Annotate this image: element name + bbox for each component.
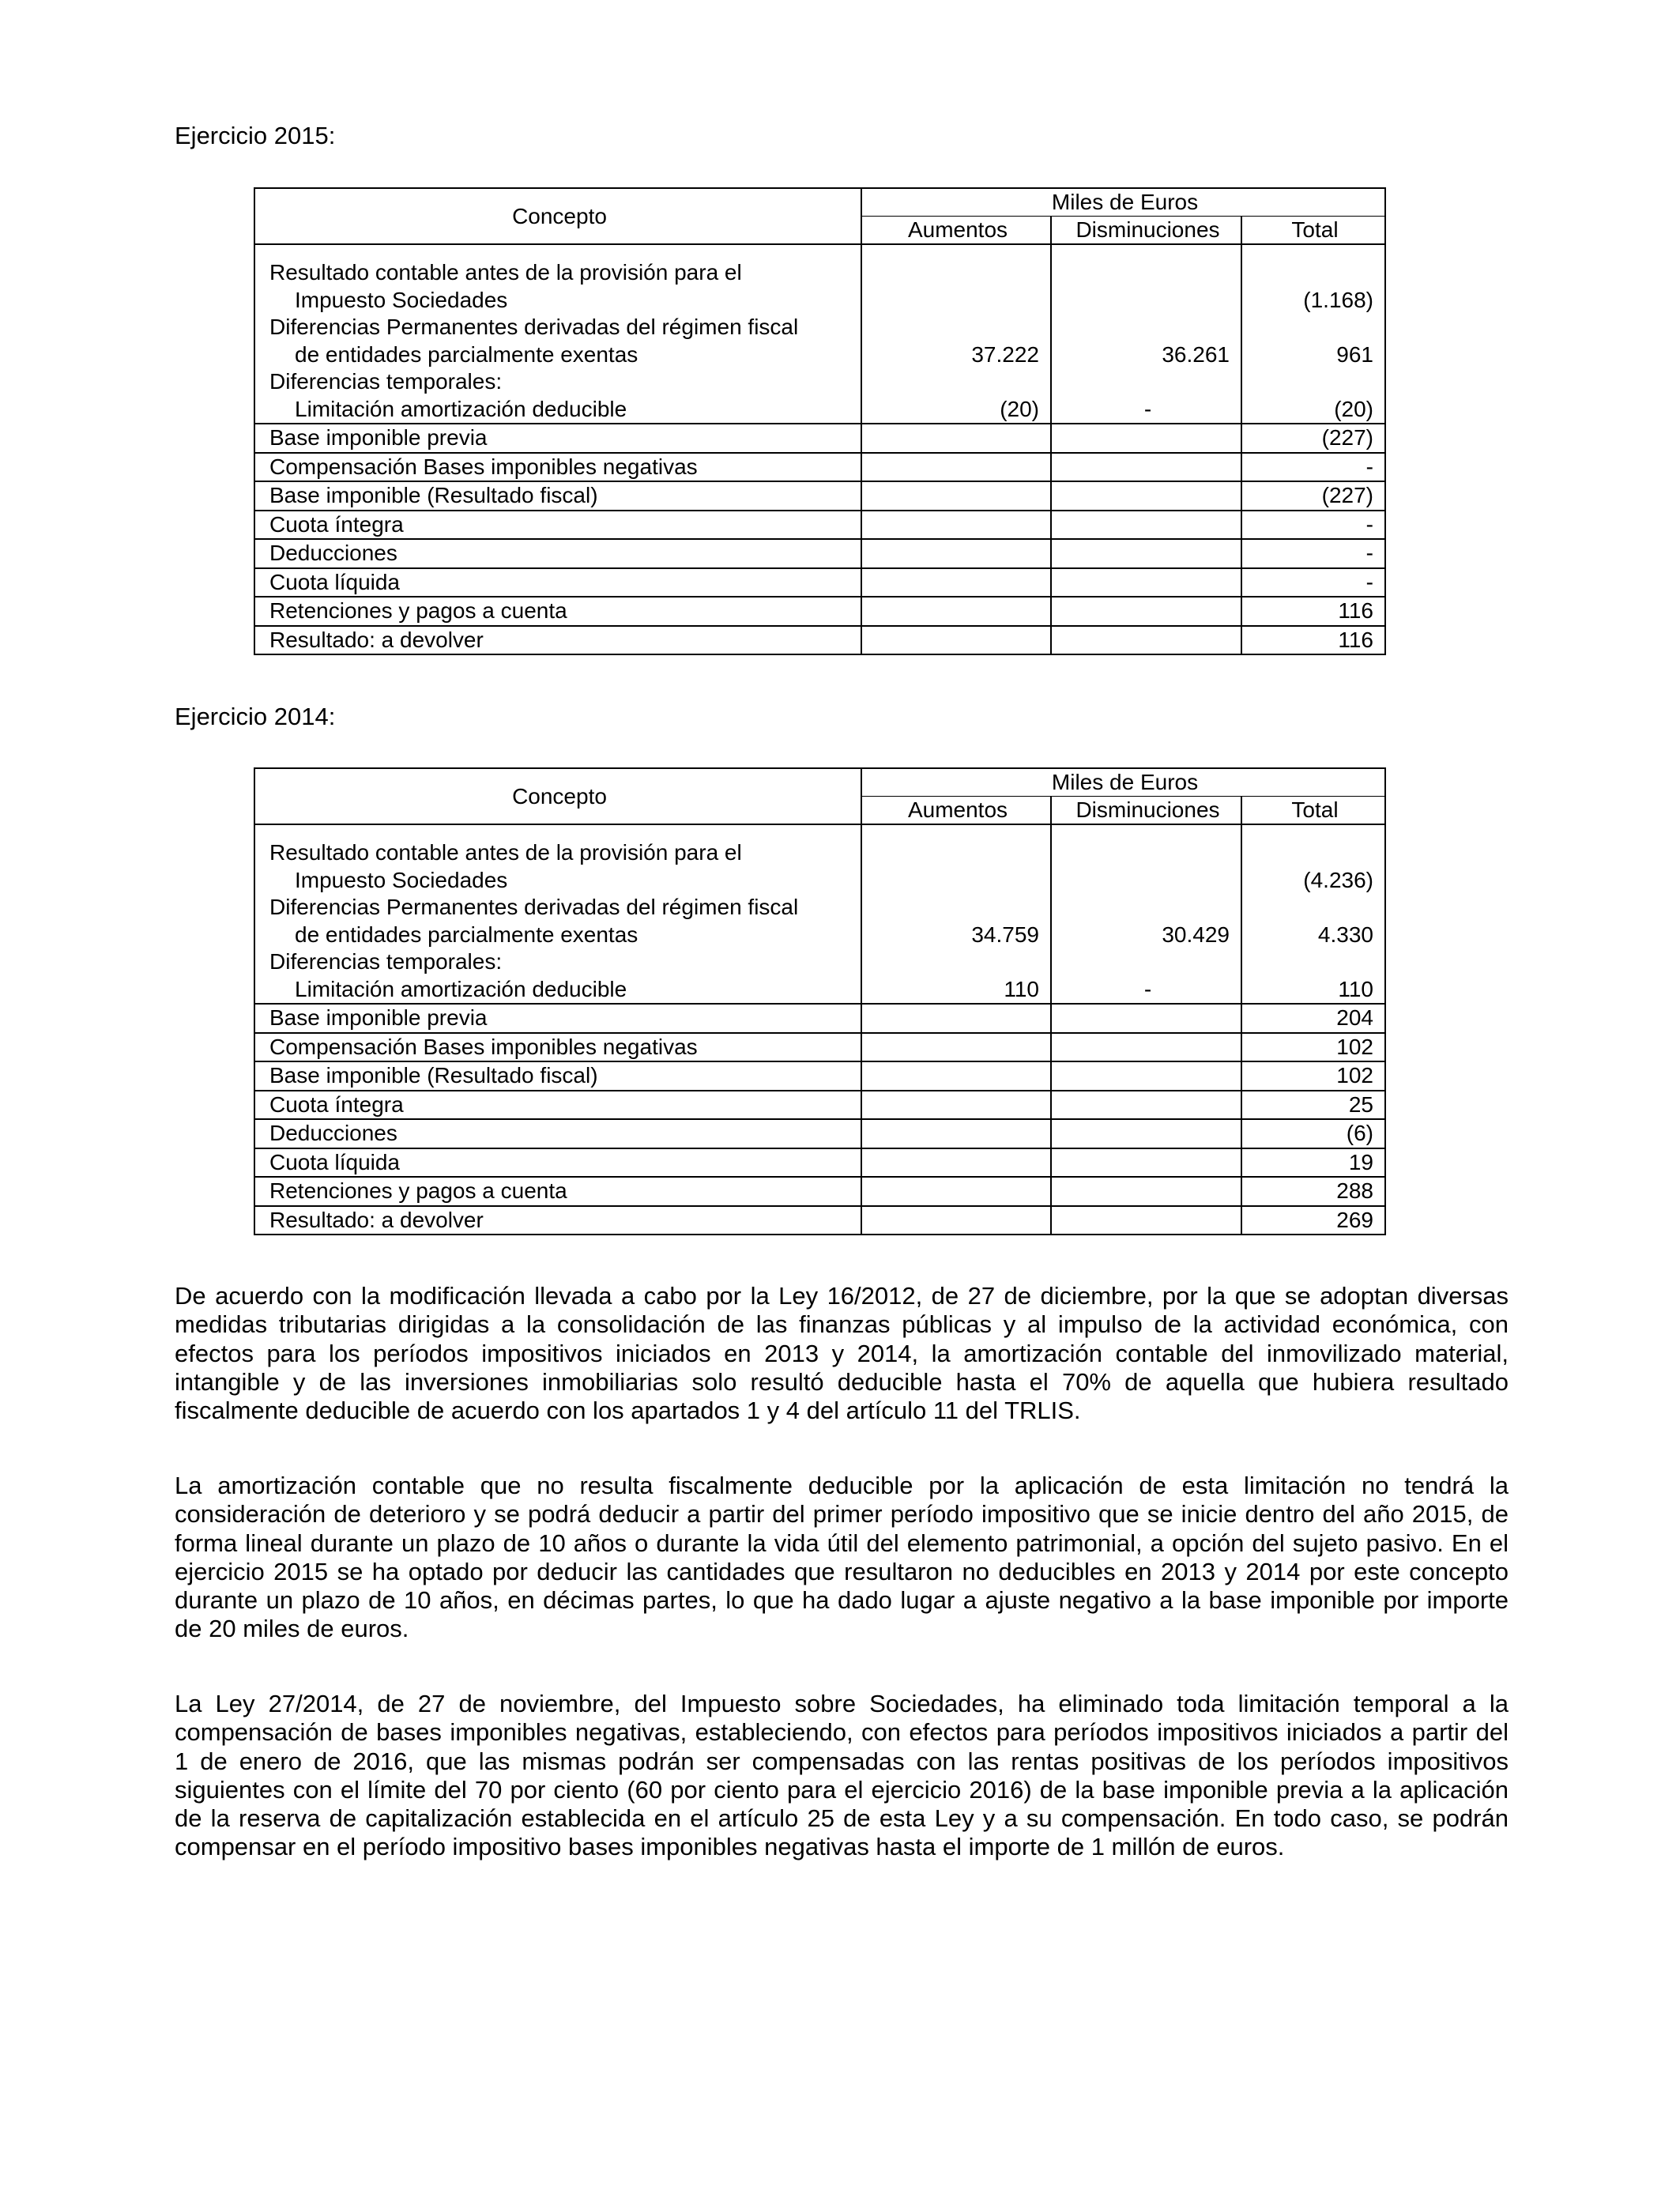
table-row — [254, 481, 1385, 511]
aumentos-cell — [861, 568, 1051, 598]
table-row — [254, 568, 1385, 598]
disminuciones-cell — [1051, 597, 1241, 626]
concept-cell: Cuota líquida — [254, 1148, 861, 1178]
spacer-cell — [861, 824, 1051, 839]
concept-cell: Diferencias temporales: — [254, 368, 861, 396]
aumentos-cell — [861, 424, 1051, 453]
aumentos-cell — [861, 1091, 1051, 1120]
concept-cell: Resultado contable antes de la provisión para el — [254, 259, 861, 287]
aumentos-cell: (20) — [861, 396, 1051, 424]
total-cell: 25 — [1241, 1091, 1385, 1120]
total-cell — [1241, 259, 1385, 287]
total-cell: 961 — [1241, 341, 1385, 369]
tax-table-2015 — [254, 187, 1386, 655]
disminuciones-cell — [1051, 259, 1241, 287]
concept-cell: Resultado contable antes de la provisión para el — [254, 839, 861, 867]
table-row — [254, 424, 1385, 453]
concept-cell: Diferencias Permanentes derivadas del régimen fiscal — [254, 894, 861, 922]
table-row — [254, 948, 1385, 976]
spacer-cell — [254, 824, 861, 839]
table-row — [254, 314, 1385, 341]
concept-cell: Cuota íntegra — [254, 1091, 861, 1120]
disminuciones-cell: 30.429 — [1051, 922, 1241, 949]
disminuciones-cell — [1051, 368, 1241, 396]
aumentos-cell — [861, 259, 1051, 287]
concept-cell: Retenciones y pagos a cuenta — [254, 1177, 861, 1206]
section-heading-2015: Ejercicio 2015: — [175, 122, 336, 149]
disminuciones-cell — [1051, 626, 1241, 655]
concept-cell: Retenciones y pagos a cuenta — [254, 597, 861, 626]
disminuciones-cell — [1051, 1091, 1241, 1120]
aumentos-cell: 34.759 — [861, 922, 1051, 949]
aumentos-cell — [861, 1177, 1051, 1206]
total-cell: 116 — [1241, 626, 1385, 655]
total-cell: (1.168) — [1241, 287, 1385, 315]
total-cell: (20) — [1241, 396, 1385, 424]
table-row — [254, 597, 1385, 626]
table-row — [254, 259, 1385, 287]
table-row — [254, 867, 1385, 895]
total-cell: - — [1241, 453, 1385, 482]
spacer-cell — [1241, 824, 1385, 839]
total-cell: 269 — [1241, 1206, 1385, 1235]
table-row — [254, 539, 1385, 568]
header-concepto: Concepto — [254, 768, 861, 824]
aumentos-cell: 110 — [861, 976, 1051, 1005]
concept-cell: Base imponible previa — [254, 1004, 861, 1033]
disminuciones-cell — [1051, 1061, 1241, 1091]
total-cell — [1241, 368, 1385, 396]
aumentos-cell: 37.222 — [861, 341, 1051, 369]
spacer-cell — [1241, 244, 1385, 259]
concept-cell: de entidades parcialmente exentas — [254, 922, 861, 949]
table-row — [254, 1004, 1385, 1033]
table-row — [254, 368, 1385, 396]
spacer-cell — [1051, 824, 1241, 839]
disminuciones-cell: 36.261 — [1051, 341, 1241, 369]
table-row — [254, 894, 1385, 922]
aumentos-cell — [861, 597, 1051, 626]
aumentos-cell — [861, 1119, 1051, 1148]
table-row — [254, 341, 1385, 369]
total-cell: (227) — [1241, 424, 1385, 453]
aumentos-cell — [861, 314, 1051, 341]
header-miles-de-euros: Miles de Euros — [861, 188, 1385, 217]
aumentos-cell — [861, 453, 1051, 482]
disminuciones-cell — [1051, 481, 1241, 511]
total-cell: 288 — [1241, 1177, 1385, 1206]
aumentos-cell — [861, 948, 1051, 976]
disminuciones-cell — [1051, 568, 1241, 598]
disminuciones-cell — [1051, 948, 1241, 976]
aumentos-cell — [861, 539, 1051, 568]
concept-cell: Compensación Bases imponibles negativas — [254, 453, 861, 482]
disminuciones-cell — [1051, 314, 1241, 341]
concept-cell: Compensación Bases imponibles negativas — [254, 1033, 861, 1062]
table-row — [254, 1091, 1385, 1120]
disminuciones-cell — [1051, 1119, 1241, 1148]
disminuciones-cell — [1051, 287, 1241, 315]
total-cell: 4.330 — [1241, 922, 1385, 949]
total-cell: - — [1241, 568, 1385, 598]
total-cell — [1241, 314, 1385, 341]
table-row — [254, 287, 1385, 315]
aumentos-cell — [861, 287, 1051, 315]
concept-cell: Cuota íntegra — [254, 511, 861, 540]
aumentos-cell — [861, 1033, 1051, 1062]
section-heading-2014: Ejercicio 2014: — [175, 703, 336, 730]
concept-cell: Impuesto Sociedades — [254, 867, 861, 895]
table-row — [254, 1033, 1385, 1062]
disminuciones-cell: - — [1051, 396, 1241, 424]
aumentos-cell — [861, 481, 1051, 511]
total-cell: (6) — [1241, 1119, 1385, 1148]
header-disminuciones: Disminuciones — [1051, 217, 1241, 245]
concept-cell: Diferencias temporales: — [254, 948, 861, 976]
table-row — [254, 1119, 1385, 1148]
table-row — [254, 1061, 1385, 1091]
total-cell: 19 — [1241, 1148, 1385, 1178]
concept-cell: Limitación amortización deducible — [254, 976, 861, 1005]
table-row — [254, 976, 1385, 1005]
paragraph-ley-27-2014: La Ley 27/2014, de 27 de noviembre, del Impuesto sobre Sociedades, ha eliminado toda limitación temporal a la compensación de bases imponibles negativas, estableciendo, con efectos para períodos impositivos iniciados a partir del 1 de enero de 2016, que las mismas podrán ser compensadas con las rentas positivas de los períodos impositivos siguientes con el límite del 70 por ciento (60 por ciento para el ejercicio 2016) de la base imponible previa a la aplicación de la reserva de capitalización establecida en el artículo 25 de esta Ley y a su compensación. En todo caso, se podrán compensar en el período impositivo bases imponibles negativas hasta el importe de 1 millón de euros. — [175, 1690, 1509, 1861]
table-row — [254, 626, 1385, 655]
aumentos-cell — [861, 1004, 1051, 1033]
concept-cell: Resultado: a devolver — [254, 626, 861, 655]
disminuciones-cell: - — [1051, 976, 1241, 1005]
disminuciones-cell — [1051, 1004, 1241, 1033]
aumentos-cell — [861, 894, 1051, 922]
disminuciones-cell — [1051, 1033, 1241, 1062]
total-cell: (227) — [1241, 481, 1385, 511]
table-row — [254, 453, 1385, 482]
disminuciones-cell — [1051, 539, 1241, 568]
table-row — [254, 1206, 1385, 1235]
tax-table-2014 — [254, 767, 1386, 1235]
header-total: Total — [1241, 217, 1385, 245]
concept-cell: Base imponible previa — [254, 424, 861, 453]
total-cell — [1241, 839, 1385, 867]
aumentos-cell — [861, 368, 1051, 396]
header-aumentos: Aumentos — [861, 217, 1051, 245]
aumentos-cell — [861, 1061, 1051, 1091]
aumentos-cell — [861, 511, 1051, 540]
paragraph-amortizacion: La amortización contable que no resulta fiscalmente deducible por la aplicación de esta limitación no tendrá la consideración de deterioro y se podrá deducir a partir del primer período impositivo que se inicie dentro del año 2015, de forma lineal durante un plazo de 10 años o durante la vida útil del elemento patrimonial, a opción del sujeto pasivo. En el ejercicio 2015 se ha optado por deducir las cantidades que resultaron no deducibles en 2013 y 2014 por este concepto durante un plazo de 10 años, en décimas partes, lo que ha dado lugar a ajuste negativo a la base imponible por importe de 20 miles de euros. — [175, 1472, 1509, 1643]
header-disminuciones: Disminuciones — [1051, 797, 1241, 825]
header-concepto: Concepto — [254, 188, 861, 244]
header-aumentos: Aumentos — [861, 797, 1051, 825]
concept-cell: Cuota líquida — [254, 568, 861, 598]
table-row — [254, 396, 1385, 424]
total-cell: - — [1241, 511, 1385, 540]
concept-cell: de entidades parcialmente exentas — [254, 341, 861, 369]
aumentos-cell — [861, 1206, 1051, 1235]
aumentos-cell — [861, 1148, 1051, 1178]
total-cell: 116 — [1241, 597, 1385, 626]
header-total: Total — [1241, 797, 1385, 825]
table-row — [254, 1177, 1385, 1206]
total-cell: 102 — [1241, 1033, 1385, 1062]
table-row — [254, 839, 1385, 867]
disminuciones-cell — [1051, 511, 1241, 540]
table-row — [254, 922, 1385, 949]
concept-cell: Base imponible (Resultado fiscal) — [254, 481, 861, 511]
concept-cell: Resultado: a devolver — [254, 1206, 861, 1235]
aumentos-cell — [861, 867, 1051, 895]
concept-cell: Deducciones — [254, 539, 861, 568]
total-cell: - — [1241, 539, 1385, 568]
concept-cell: Base imponible (Resultado fiscal) — [254, 1061, 861, 1091]
disminuciones-cell — [1051, 839, 1241, 867]
concept-cell: Deducciones — [254, 1119, 861, 1148]
disminuciones-cell — [1051, 453, 1241, 482]
aumentos-cell — [861, 839, 1051, 867]
spacer-cell — [861, 244, 1051, 259]
total-cell: 102 — [1241, 1061, 1385, 1091]
concept-cell: Diferencias Permanentes derivadas del régimen fiscal — [254, 314, 861, 341]
disminuciones-cell — [1051, 1177, 1241, 1206]
disminuciones-cell — [1051, 894, 1241, 922]
table-row — [254, 1148, 1385, 1178]
total-cell: 110 — [1241, 976, 1385, 1005]
total-cell — [1241, 948, 1385, 976]
concept-cell: Limitación amortización deducible — [254, 396, 861, 424]
table-row — [254, 511, 1385, 540]
spacer-cell — [1051, 244, 1241, 259]
total-cell: 204 — [1241, 1004, 1385, 1033]
disminuciones-cell — [1051, 1148, 1241, 1178]
spacer-cell — [254, 244, 861, 259]
paragraph-ley-16-2012: De acuerdo con la modificación llevada a cabo por la Ley 16/2012, de 27 de diciembre, por la que se adoptan diversas medidas tributarias dirigidas a la consolidación de las finanzas públicas y al impulso de la actividad económica, con efectos para los períodos impositivos iniciados en 2013 y 2014, la amortización contable del inmovilizado material, intangible y de las inversiones inmobiliarias solo resultó deducible hasta el 70% de aquella que hubiera resultado fiscalmente deducible de acuerdo con los apartados 1 y 4 del artículo 11 del TRLIS. — [175, 1282, 1509, 1425]
concept-cell: Impuesto Sociedades — [254, 287, 861, 315]
header-miles-de-euros: Miles de Euros — [861, 768, 1385, 797]
disminuciones-cell — [1051, 1206, 1241, 1235]
total-cell — [1241, 894, 1385, 922]
disminuciones-cell — [1051, 424, 1241, 453]
disminuciones-cell — [1051, 867, 1241, 895]
total-cell: (4.236) — [1241, 867, 1385, 895]
aumentos-cell — [861, 626, 1051, 655]
